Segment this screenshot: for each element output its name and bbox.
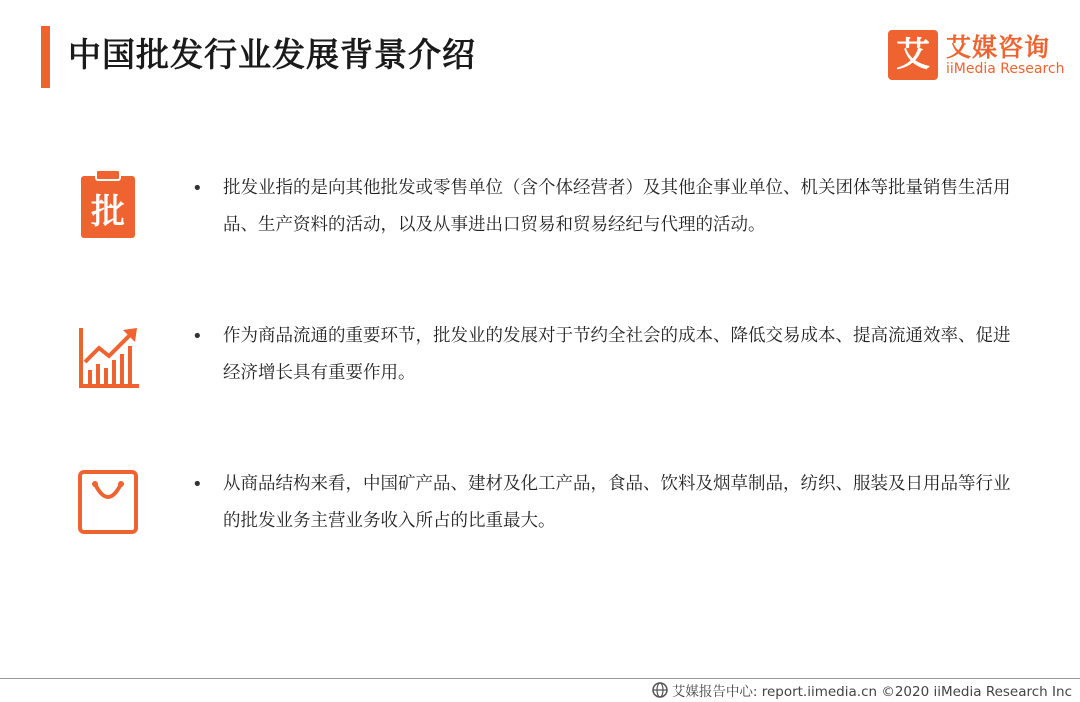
bullet: • — [192, 474, 203, 495]
iimedia-logo — [888, 30, 1063, 80]
footer-text: 艾媒报告中心: report.iimedia.cn ©2020 iiMedia Research Inc — [671, 684, 1072, 700]
page-title: 中国批发行业发展背景介绍 — [68, 35, 476, 74]
item-text: 批发业指的是向其他批发或零售单位（含个体经营者）及其他企事业单位、机关团体等批量销售生活用品、生产资料的活动，以及从事进出口贸易和贸易经纪与代理的活动。 — [223, 178, 1011, 235]
logo-mark: 艾 — [888, 30, 938, 80]
footer — [652, 680, 1072, 700]
item-text: 从商品结构来看，中国矿产品、建材及化工产品，食品、饮料及烟草制品，纺织、服装及日用品等行业的批发业务主营业务收入所占的比重最大。 — [223, 474, 1011, 531]
bullet: • — [192, 178, 203, 199]
shopping-bag-icon — [77, 464, 139, 534]
item-text: 作为商品流通的重要环节，批发业的发展对于节约全社会的成本、降低交易成本、提高流通效率、促进经济增长具有重要作用。 — [223, 326, 1011, 383]
bullet: • — [192, 326, 203, 347]
globe-icon — [652, 682, 668, 698]
logo-name-en: iiMedia Research — [946, 61, 1065, 77]
title-accent-bar — [41, 26, 50, 88]
wholesale-clipboard-icon — [77, 168, 139, 238]
wholesale-char: 批 — [91, 192, 125, 232]
growth-chart-icon — [77, 316, 139, 386]
logo-name-cn: 艾媒咨询 — [946, 33, 1051, 62]
footer-divider — [0, 678, 1080, 679]
